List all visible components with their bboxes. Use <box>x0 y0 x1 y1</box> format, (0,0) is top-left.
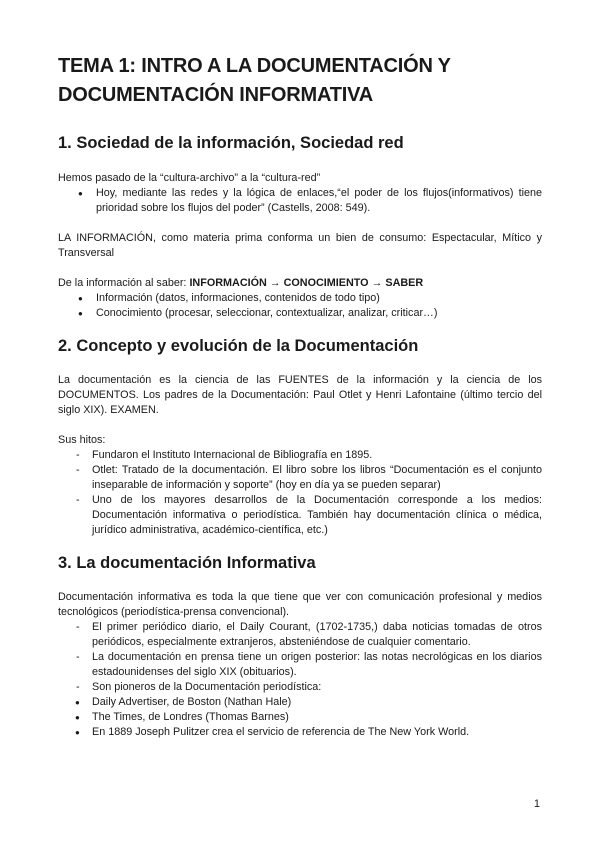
list-item: ● Información (datos, informaciones, contenidos de todo tipo) <box>58 291 542 306</box>
title-line-1: TEMA 1: INTRO A LA DOCUMENTACIÓN Y <box>58 55 451 77</box>
s2-paragraph-1: La documentación es la ciencia de las FUENTES de la información y la ciencia de los DOCUMENTOS. Los padres de la Documentación: Paul Otlet y Henri Lafontaine (último tercio del siglo XIX). EXAMEN. <box>58 374 542 416</box>
list-item: ● Hoy, mediante las redes y la lógica de enlaces,“el poder de los flujos(informativos) tiene prioridad sobre los flujos del poder” (Castells, 2008: 549). <box>58 186 542 216</box>
s1-paragraph-3 <box>58 276 542 291</box>
s2-paragraph-2: Sus hitos: <box>58 434 106 446</box>
s1-p3-prefix: De la información al saber: <box>58 277 190 289</box>
list-item: ● The Times, de Londres (Thomas Barnes) <box>58 710 542 725</box>
s1-bullet-list-2 <box>58 291 542 321</box>
section-2-heading: 2. Concepto y evolución de la Documentación <box>58 337 419 355</box>
s1-p3-bold: INFORMACIÓN → CONOCIMIENTO → SABER <box>189 277 424 289</box>
page-number: 1 <box>533 798 540 810</box>
section-3-heading: 3. La documentación Informativa <box>58 554 316 572</box>
title-line-2: DOCUMENTACIÓN INFORMATIVA <box>58 84 373 106</box>
s3-dash-list <box>58 620 542 695</box>
s1-bullet-list-1 <box>58 186 542 216</box>
s3-paragraph-1: Documentación informativa es toda la que tiene que ver con comunicación profesional y medios tecnológicos (periodística-prensa convencional). <box>58 591 542 618</box>
document-title <box>58 52 542 110</box>
section-1-heading: 1. Sociedad de la información, Sociedad red <box>58 134 404 152</box>
list-item: ● En 1889 Joseph Pulitzer crea el servicio de referencia de The New York World. <box>58 725 542 740</box>
list-item: - Otlet: Tratado de la documentación. El libro sobre los libros “Documentación es el conjunto inseparable de información y soporte” (hoy en día ya se pueden separar) <box>58 463 542 493</box>
s3-bullet-list <box>58 695 542 740</box>
list-item: - La documentación en prensa tiene un origen posterior: las notas necrológicas en los diarios estadounidenses del siglo XIX (obituarios). <box>58 650 542 680</box>
s1-paragraph-2: LA INFORMACIÓN, como materia prima conforma un bien de consumo: Espectacular, Mítico y Transversal <box>58 232 542 259</box>
list-item: - El primer periódico diario, el Daily Courant, (1702-1735,) daba noticias tomadas de otros periódicos, especialmente extranjeros, absteniéndose de cualquier comentario. <box>58 620 542 650</box>
s1-paragraph-1: Hemos pasado de la “cultura-archivo” a la “cultura-red” <box>58 172 321 184</box>
list-item: - Son pioneros de la Documentación periodística: <box>58 680 542 695</box>
list-item: - Fundaron el Instituto Internacional de Bibliografía en 1895. <box>58 448 542 463</box>
list-item: ● Daily Advertiser, de Boston (Nathan Hale) <box>58 695 542 710</box>
list-item: - Uno de los mayores desarrollos de la Documentación corresponde a los medios: Documentación informativa o periodística. También hay documentación clínica o médica, jurídico administrativa, académico-científica, etc.) <box>58 493 542 538</box>
document-page <box>58 52 542 740</box>
s2-dash-list <box>58 448 542 538</box>
list-item: ● Conocimiento (procesar, seleccionar, contextualizar, analizar, criticar…) <box>58 306 542 321</box>
